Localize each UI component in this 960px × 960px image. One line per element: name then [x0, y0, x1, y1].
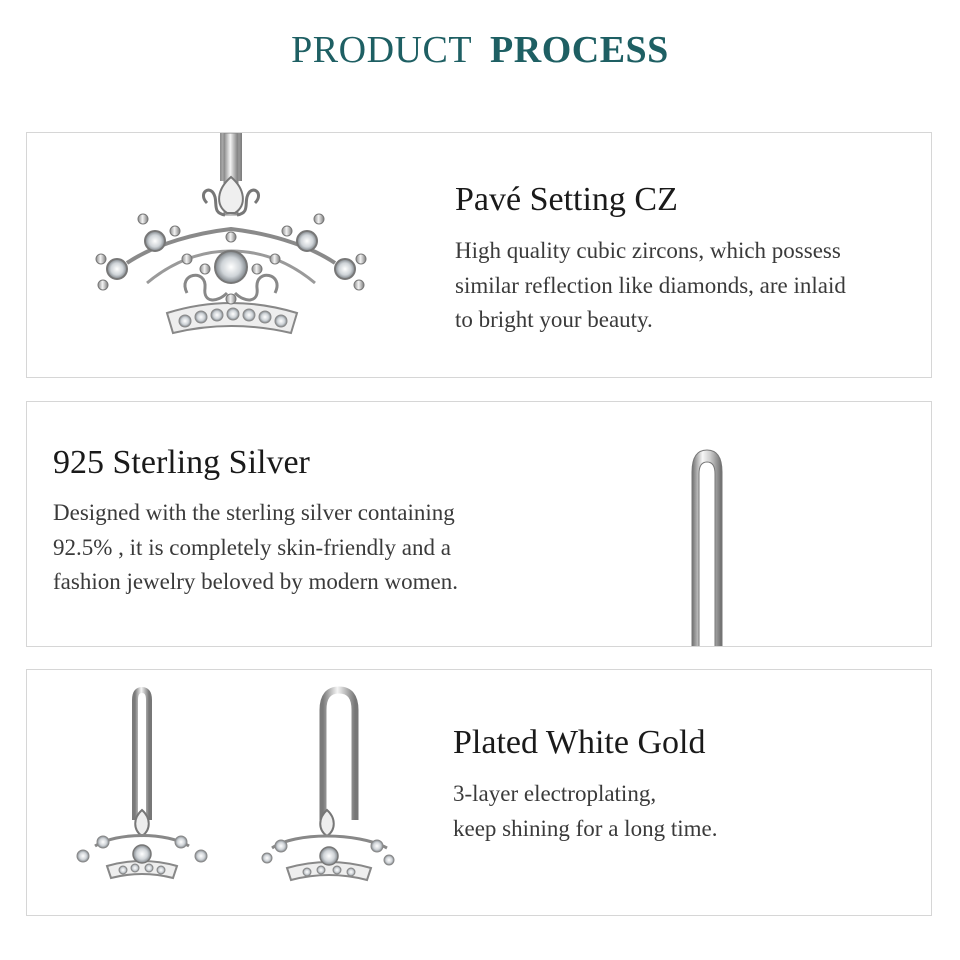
- section-description: [53, 496, 458, 600]
- header-word-product: PRODUCT: [291, 29, 473, 71]
- crown-earrings-icon: [67, 670, 397, 916]
- page-header: [0, 28, 960, 72]
- section-description: [453, 777, 717, 846]
- section-pave-setting: [26, 132, 932, 378]
- description-line: Designed with the sterling silver containing: [53, 500, 455, 525]
- description-line: 3-layer electroplating,: [453, 781, 657, 806]
- section-description: [455, 234, 846, 338]
- crown-charm-icon: [87, 133, 387, 378]
- description-line: keep shining for a long time.: [453, 815, 718, 841]
- description-line: High quality cubic zircons, which possess: [455, 238, 841, 263]
- section-title: Plated White Gold: [453, 724, 706, 761]
- section-title: 925 Sterling Silver: [53, 444, 310, 481]
- description-line: similar reflection like diamonds, are inlaid: [455, 272, 846, 298]
- section-sterling-silver: [26, 401, 932, 647]
- description-line: 92.5% , it is completely skin-friendly and a: [53, 534, 451, 560]
- description-line: fashion jewelry beloved by modern women.: [53, 569, 458, 594]
- silver-hook-icon: [677, 402, 737, 647]
- description-line: to bright your beauty.: [455, 307, 653, 332]
- header-word-process: PROCESS: [490, 29, 669, 71]
- section-plated-white-gold: [26, 669, 932, 916]
- section-title: Pavé Setting CZ: [455, 181, 678, 218]
